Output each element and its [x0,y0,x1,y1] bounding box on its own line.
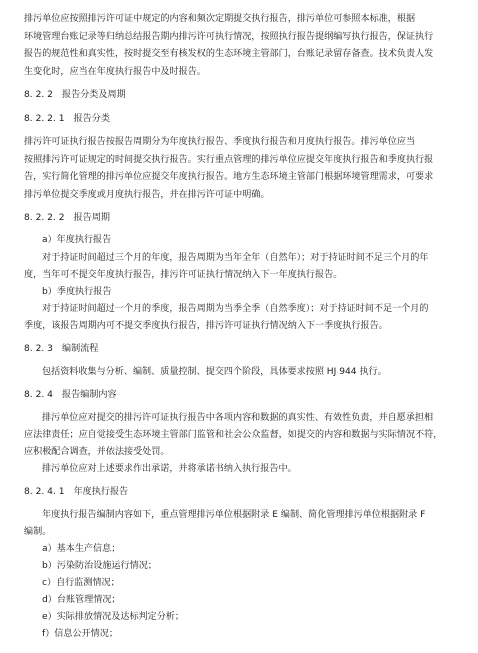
paragraph-intro-line-3: 报告的规范性和真实性，按时提交至有核发权的生态环境主管部门，台账记录留存备查。技术负责人发 [24,49,434,59]
paragraph-responsibility-line-2: 应法律责任；应自觉接受生态环境主管部门监管和社会公众监督，如提交的内容和数据与实际情况不符， [24,430,443,440]
list-item-annual-report: a）年度执行报告 [42,235,112,245]
paragraph-report-types-line-3: 告，实行简化管理的排污单位应提交年度执行报告。地方生态环境主管部门根据环境管理需求，可要求 [24,172,434,182]
paragraph-responsibility-line-3: 应积极配合调查，并依法接受处罚。 [24,447,170,457]
section-heading-8-2-4-1: 8. 2. 4. 1 年度执行报告 [24,487,129,497]
paragraph-commitment: 排污单位应对上述要求作出承诺，并将承诺书纳入执行报告中。 [42,464,297,474]
section-heading-8-2-2: 8. 2. 2 报告分类及周期 [24,90,126,100]
section-heading-8-2-3: 8. 2. 3 编制流程 [24,344,99,354]
paragraph-intro-line-4: 生变化时，应当在年度执行报告中及时报告。 [24,67,206,77]
section-heading-8-2-2-2: 8. 2. 2. 2 报告周期 [24,213,110,223]
paragraph-annual-period-line-2: 度，当年可不提交年度执行报告，排污许可证执行情况纳入下一年度执行报告。 [24,270,343,280]
paragraph-process: 包括资料收集与分析、编制、质量控制、提交四个阶段，具体要求按照 HJ 944 执行。 [42,367,387,377]
paragraph-responsibility-line-1: 排污单位应对提交的排污许可证执行报告中各项内容和数据的真实性、有效性负责，并自愿承担相 [42,413,434,423]
section-heading-8-2-2-1: 8. 2. 2. 1 报告分类 [24,114,110,124]
paragraph-quarterly-period-line-2: 季度，该报告周期内可不提交季度执行报告，排污许可证执行情况纳入下一季度执行报告。 [24,321,388,331]
list-item-f: f）信息公开情况； [42,629,118,639]
list-item-c: c）自行监测情况； [42,578,120,588]
paragraph-report-types-line-2: 按照排污许可证规定的时间提交执行报告。实行重点管理的排污单位应提交年度执行报告和季度执行报 [24,155,434,165]
paragraph-quarterly-period-line-1: 对于持证时间超过一个月的季度，报告周期为当季全季（自然季度）；对于持证时间不足一个月的 [42,304,429,314]
paragraph-annual-period-line-1: 对于持证时间超过三个月的年度，报告周期为当年全年（自然年）；对于持证时间不足三个月的年 [42,253,429,263]
paragraph-intro-line-1: 排污单位应按照排污许可证中规定的内容和频次定期提交执行报告，排污单位可参照本标准，根据 [24,14,416,24]
paragraph-annual-content-line-2: 编制。 [24,527,52,537]
list-item-quarterly-report: b）季度执行报告 [42,287,112,297]
paragraph-report-types-line-4: 排污单位提交季度或月度执行报告，并在排污许可证中明确。 [24,190,270,200]
paragraph-annual-content-line-1: 年度执行报告编制内容如下，重点管理排污单位根据附录 E 编制、简化管理排污单位根据附录 F [42,510,426,520]
list-item-e: e）实际排放情况及达标判定分析； [42,612,185,622]
section-heading-8-2-4: 8. 2. 4 报告编制内容 [24,390,117,400]
paragraph-intro-line-2: 环境管理台账记录等归纳总结报告期内排污许可执行情况，按照执行报告提纲编写执行报告，保证执行 [24,32,434,42]
list-item-b: b）污染防治设施运行情况； [42,561,157,571]
list-item-a: a）基本生产信息； [42,544,121,554]
list-item-d: d）台账管理情况； [42,595,121,605]
paragraph-report-types-line-1: 排污许可证执行报告按报告周期分为年度执行报告、季度执行报告和月度执行报告。排污单位应当 [24,137,416,147]
